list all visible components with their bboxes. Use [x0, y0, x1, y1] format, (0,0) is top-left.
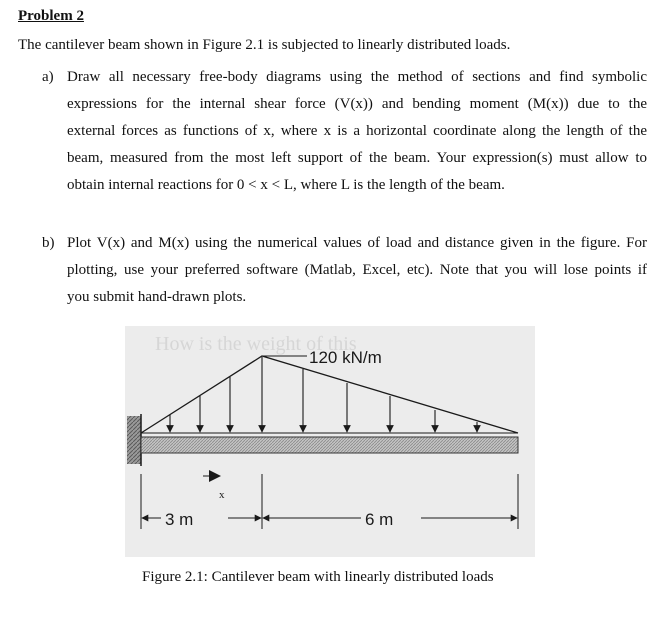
part-a-label: a) — [42, 69, 54, 85]
dimension-6m-label: 6 m — [365, 510, 394, 529]
part-b — [42, 230, 647, 311]
beam-body — [141, 437, 518, 453]
part-a-line: obtain internal reactions for 0 < x < L, where L is the length of the beam. — [67, 177, 505, 193]
beam-figure — [125, 326, 535, 557]
wall-support — [127, 416, 141, 464]
x-direction-icon — [209, 470, 221, 482]
beam-diagram — [125, 326, 535, 557]
part-b-line: you submit hand-drawn plots. — [67, 289, 247, 305]
part-a-line: Draw all necessary free-body diagrams using the method of sections and find symbolic — [67, 69, 647, 85]
part-a — [42, 64, 647, 199]
part-a-line: external forces as functions of x, where x is a horizontal coordinate along the length of the — [67, 123, 647, 139]
problem-heading: Problem 2 — [18, 8, 84, 24]
dimension-3m-label: 3 m — [165, 510, 194, 529]
x-coordinate-label: x — [219, 489, 225, 501]
problem-intro: The cantilever beam shown in Figure 2.1 is subjected to linearly distributed loads. — [18, 37, 511, 53]
watermark-text: How is the weight of this — [155, 333, 357, 355]
part-b-line: Plot V(x) and M(x) using the numerical values of load and distance given in the figure. For — [67, 235, 647, 251]
part-a-line: expressions for the internal shear force (V(x)) and bending moment (M(x)) due to the — [67, 96, 647, 112]
load-intensity-label: 120 kN/m — [309, 348, 382, 367]
part-b-text — [67, 230, 647, 311]
part-a-text — [67, 64, 647, 199]
part-b-line: plotting, use your preferred software (Matlab, Excel, etc). Note that you will lose points if — [67, 262, 647, 278]
part-b-label: b) — [42, 235, 55, 251]
part-a-line: beam, measured from the most left support of the beam. Your expression(s) must allow to — [67, 150, 647, 166]
load-arrows — [170, 357, 477, 432]
load-profile — [141, 356, 518, 433]
figure-caption: Figure 2.1: Cantilever beam with linearly distributed loads — [142, 569, 494, 585]
